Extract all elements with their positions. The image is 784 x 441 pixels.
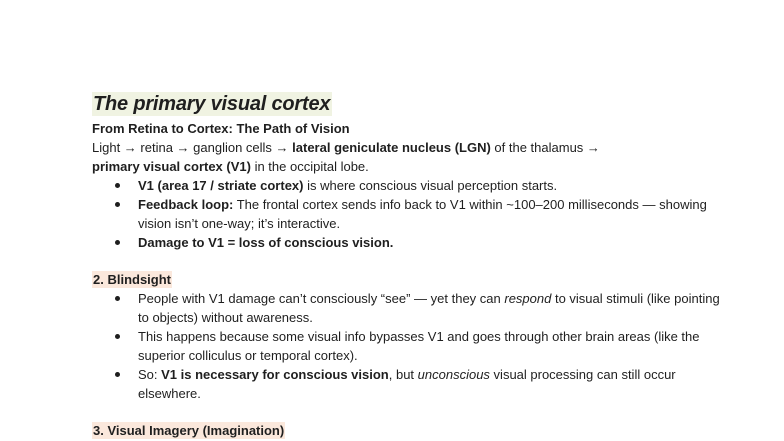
v1-bullet-list — [92, 176, 732, 252]
pathway-text-3: in the occipital lobe. — [250, 159, 369, 174]
list-item — [138, 233, 732, 252]
bullet-bold: Damage to V1 = loss of conscious vision. — [138, 235, 394, 250]
bullet-text: , but — [388, 367, 418, 382]
bullet-emphasis: unconscious — [417, 367, 490, 382]
document-page — [92, 92, 732, 440]
list-item — [138, 365, 732, 403]
bullet-bold: V1 is necessary for conscious vision — [161, 367, 389, 382]
bullet-text: visual processing can still occur elsewhere. — [138, 367, 676, 401]
pathway-paragraph — [92, 138, 732, 176]
bullet-text: is where conscious visual perception starts. — [303, 178, 558, 193]
section-heading-visual-imagery: 3. Visual Imagery (Imagination) — [93, 423, 285, 438]
pathway-text-1: Light → retina → ganglion cells → — [92, 140, 293, 155]
section-heading-retina-to-cortex: From Retina to Cortex: The Path of Vision — [92, 121, 350, 136]
bullet-bold: V1 (area 17 / striate cortex) — [138, 178, 304, 193]
lgn-term: lateral geniculate nucleus (LGN) — [292, 140, 491, 155]
v1-term: primary visual cortex (V1) — [92, 159, 251, 174]
list-item — [138, 289, 732, 327]
bullet-text: to visual stimuli (like pointing to objects) without awareness. — [138, 291, 720, 325]
page-title: The primary visual cortex — [93, 93, 331, 115]
list-item — [138, 327, 732, 365]
bullet-text: This happens because some visual info bypasses V1 and goes through other brain areas (like the superior colliculus or temporal cortex). — [138, 329, 700, 363]
list-item — [138, 195, 732, 233]
bullet-emphasis: respond — [504, 291, 552, 306]
bullet-text: People with V1 damage can’t consciously “see” — yet they can — [138, 291, 505, 306]
list-item — [138, 176, 732, 195]
pathway-text-2: of the thalamus → — [490, 140, 600, 155]
bullet-text: The frontal cortex sends info back to V1 within ~100–200 milliseconds — showing vision isn’t one-way; it’s interactive. — [138, 197, 707, 231]
section-heading-blindsight: 2. Blindsight — [93, 272, 171, 287]
bullet-text: So: — [138, 367, 162, 382]
bullet-bold: Feedback loop: — [138, 197, 234, 212]
blindsight-bullet-list — [92, 289, 732, 403]
